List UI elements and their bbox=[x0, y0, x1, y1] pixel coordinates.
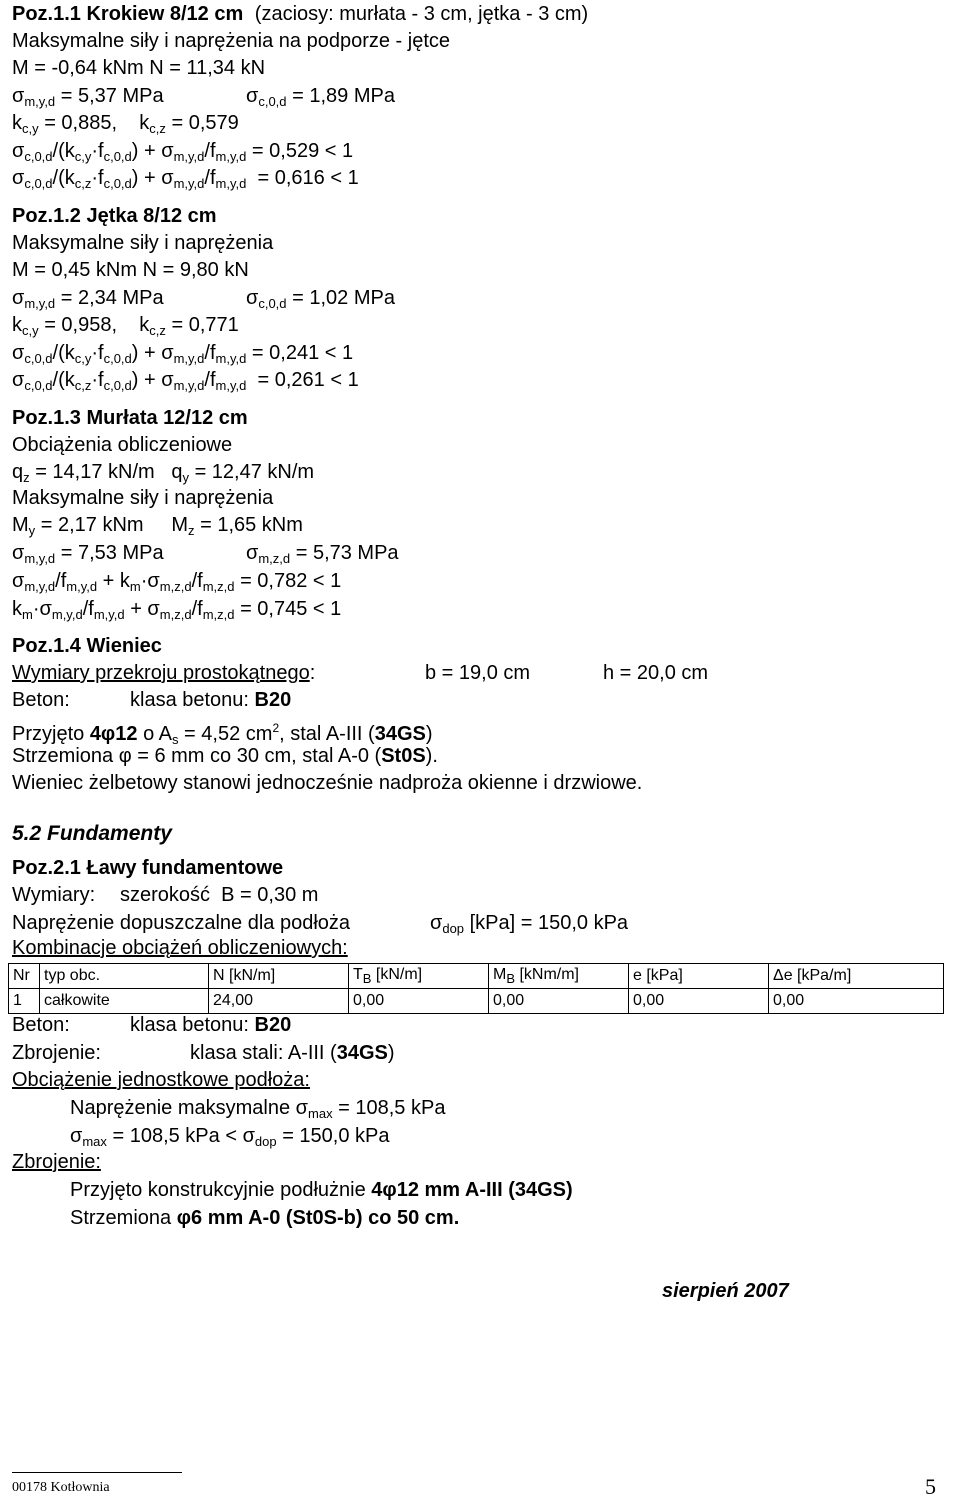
cell-de: 0,00 bbox=[769, 989, 944, 1014]
poz11-kcy: = 0,885, bbox=[44, 112, 118, 134]
poz21-reinf-line2-bold: φ6 mm A-0 (St0S-b) co 50 cm. bbox=[176, 1207, 460, 1229]
table-row bbox=[9, 989, 944, 1014]
poz21-reinf-line2-text: Strzemiona bbox=[70, 1207, 172, 1229]
table-header-row bbox=[9, 964, 944, 989]
poz21-allowable: Naprężenie dopuszczalne dla podłoża $\sigma_{dop}$ [kPa] = 150,0 kPa bbox=[12, 912, 629, 936]
poz14-b: b = 19,0 cm bbox=[425, 662, 531, 684]
combinations-table bbox=[8, 963, 944, 1014]
poz13-loads-heading: Obciążenia obliczeniowe bbox=[12, 434, 233, 456]
poz21-reinf-line1-text: Przyjęto konstrukcyjnie podłużnie bbox=[70, 1179, 366, 1201]
poz14-reinf-as: = 4,52 cm bbox=[184, 723, 273, 745]
footer-document-name: 00178 Kotłownia bbox=[12, 1480, 110, 1495]
poz21-width-label: szerokość bbox=[120, 884, 211, 906]
poz21-concrete-label: Beton: bbox=[12, 1014, 70, 1036]
poz11-check2-value: = 0,616 < 1 bbox=[257, 167, 359, 189]
poz14-note: Wieniec żelbetowy stanowi jednocześnie nadproża okienne i drzwiowe. bbox=[12, 772, 643, 794]
poz11-sigma-m: = 5,37 MPa bbox=[60, 85, 164, 107]
poz21-combos-heading: Kombinacje obciążeń obliczeniowych: bbox=[12, 937, 348, 959]
section-5-2-title: 5.2 Fundamenty bbox=[12, 822, 172, 845]
col-header-t-sym: T bbox=[353, 966, 363, 983]
poz11-check1: $\sigma_{c,0,d}/(k_{c,y}\cdot f_{c,0,d}) + \sigma_{m,y,d}/f_{m,y,d} = 0,529 < 1$ bbox=[12, 140, 354, 164]
col-header-m-sym: M bbox=[493, 966, 507, 983]
poz21-width-val: B = 0,30 m bbox=[221, 884, 319, 906]
poz13-mz: = 1,65 kNm bbox=[200, 514, 303, 536]
poz21-concrete bbox=[12, 1013, 292, 1037]
poz11-kcz: = 0,579 bbox=[171, 112, 239, 134]
poz21-reinf-heading: Zbrojenie: bbox=[12, 1151, 101, 1173]
poz21-reinf-line1 bbox=[70, 1178, 573, 1202]
poz21-dims-label: Wymiary: bbox=[12, 884, 96, 906]
col-header-m: $M_B$ [kNm/m] bbox=[489, 964, 629, 989]
poz21-reinf-line1-bold: 4φ12 mm A-III (34GS) bbox=[371, 1179, 573, 1201]
poz11-title: Poz.1.1 Krokiew 8/12 cm bbox=[12, 3, 244, 25]
poz12-check2: $\sigma_{c,0,d}/(k_{c,z}\cdot f_{c,0,d}) + \sigma_{m,y,d}/f_{m,y,d} = 0,261 < 1$ bbox=[12, 369, 359, 393]
poz21-concrete-class-label: klasa betonu: bbox=[130, 1014, 249, 1036]
poz11-k-factors: $k_{c,y} = 0,885$, $k_{c,z} = 0,579$ bbox=[12, 112, 239, 136]
poz14-reinf-mid: o A bbox=[143, 723, 172, 745]
cell-m: 0,00 bbox=[489, 989, 629, 1014]
poz12-check1-value: = 0,241 < 1 bbox=[251, 342, 354, 364]
poz21-max-stress: Naprężenie maksymalne $\sigma_{max} = 108,5$ kPa bbox=[70, 1097, 446, 1121]
poz13-check1-value: = 0,782 < 1 bbox=[240, 570, 342, 592]
cell-nr: 1 bbox=[9, 989, 40, 1014]
poz13-my: = 2,17 kNm bbox=[40, 514, 144, 536]
poz11-check1-value: = 0,529 < 1 bbox=[251, 140, 354, 162]
poz14-dims: Wymiary przekroju prostokątnego: b = 19,0 cm h = 20,0 cm bbox=[12, 662, 709, 684]
poz21-allow-label: Naprężenie dopuszczalne dla podłoża bbox=[12, 912, 351, 934]
poz21-dims bbox=[12, 883, 319, 907]
poz14-reinf-post: , stal A-III ( bbox=[279, 723, 375, 745]
col-header-type: typ obc. bbox=[40, 964, 209, 989]
poz12-stresses: $\sigma_{m,y,d} = 2,34$ MPa $\sigma_{c,0,d} = 1,02$ MPa bbox=[12, 287, 395, 311]
poz14-concrete-class: B20 bbox=[254, 689, 292, 711]
poz14-stirrups: Strzemiona φ = 6 mm co 30 cm, stal A-0 (St0S). bbox=[12, 745, 438, 767]
poz21-max-stress-label: Naprężenie maksymalne bbox=[70, 1097, 291, 1119]
poz11-subtitle: Maksymalne siły i naprężenia na podporze - jętce bbox=[12, 30, 450, 52]
poz13-title: Poz.1.3 Murłata 12/12 cm bbox=[12, 407, 248, 429]
poz12-sigma-m: = 2,34 MPa bbox=[60, 287, 164, 309]
footer-divider bbox=[12, 1472, 182, 1473]
poz13-qz: = 14,17 kN/m bbox=[35, 461, 155, 483]
cell-e: 0,00 bbox=[629, 989, 769, 1014]
cell-type: całkowite bbox=[40, 989, 209, 1014]
col-header-e: e [kPa] bbox=[629, 964, 769, 989]
poz13-subtitle: Maksymalne siły i naprężenia bbox=[12, 487, 274, 509]
poz13-check1: $\sigma_{m,y,d}/f_{m,y,d} + k_m\cdot\sigma_{m,z,d}/f_{m,z,d} = 0,782 < 1$ bbox=[12, 570, 342, 594]
poz12-kcy: = 0,958, bbox=[44, 314, 118, 336]
poz14-dims-label: Wymiary przekroju prostokątnego bbox=[12, 662, 310, 684]
poz12-subtitle: Maksymalne siły i naprężenia bbox=[12, 232, 274, 254]
poz14-stirrups-text: Strzemiona φ = 6 mm co 30 cm, stal A-0 ( bbox=[12, 745, 382, 767]
poz11-title-line bbox=[12, 2, 588, 26]
poz14-reinf-bars: 4φ12 bbox=[89, 723, 138, 745]
poz11-title-note: (zaciosy: murłata - 3 cm, jętka - 3 cm) bbox=[254, 3, 589, 25]
poz21-reinf-line2 bbox=[70, 1206, 459, 1230]
poz14-stirrups-steel: St0S bbox=[381, 745, 426, 767]
poz11-stresses: $\sigma_{m,y,d} = 5,37$ MPa $\sigma_{c,0,d} = 1,89$ MPa bbox=[12, 85, 395, 109]
col-header-nr: Nr bbox=[9, 964, 40, 989]
poz14-title: Poz.1.4 Wieniec bbox=[12, 635, 162, 657]
poz13-loads: $q_z = 14,17$ kN/m $q_y = 12,47$ kN/m bbox=[12, 461, 315, 485]
poz12-sigma-c: = 1,02 MPa bbox=[292, 287, 395, 309]
poz14-reinforcement: Przyjęto 4φ12 o $A_s = 4,52$ $cm^2$, stal A-III (34GS) bbox=[12, 721, 433, 747]
poz21-compare-left: = 108,5 kPa < bbox=[112, 1125, 238, 1147]
poz21-reinf: Zbrojenie: klasa stali: A-III (34GS) bbox=[12, 1042, 395, 1064]
poz13-moments: $M_y = 2,17$ kNm $M_z = 1,65$ kNm bbox=[12, 514, 303, 538]
col-header-m-unit: [kNm/m] bbox=[519, 966, 579, 983]
poz21-title: Poz.2.1 Ławy fundamentowe bbox=[12, 857, 284, 879]
poz21-compare: $\sigma_{max} = 108,5$ kPa < $\sigma_{dop} = 150,0$ kPa bbox=[70, 1125, 390, 1149]
poz14-concrete-class-label: klasa betonu: bbox=[130, 689, 249, 711]
poz13-qy: = 12,47 kN/m bbox=[194, 461, 315, 483]
poz12-k-factors: $k_{c,y} = 0,958$, $k_{c,z} = 0,771$ bbox=[12, 314, 239, 338]
poz21-concrete-class: B20 bbox=[254, 1014, 292, 1036]
col-header-de: Δe [kPa/m] bbox=[769, 964, 944, 989]
poz21-reinf-steel: 34GS bbox=[336, 1042, 388, 1064]
poz12-title: Poz.1.2 Jętka 8/12 cm bbox=[12, 205, 217, 227]
poz11-check2: $\sigma_{c,0,d}/(k_{c,z}\cdot f_{c,0,d}) + \sigma_{m,y,d}/f_{m,y,d} = 0,616 < 1$ bbox=[12, 167, 359, 191]
page-number: 5 bbox=[925, 1474, 936, 1499]
poz14-h: h = 20,0 cm bbox=[603, 662, 709, 684]
poz11-sigma-c: = 1,89 MPa bbox=[292, 85, 395, 107]
poz13-sigma-my: = 7,53 MPa bbox=[60, 542, 164, 564]
poz14-concrete bbox=[12, 688, 292, 712]
poz13-check2-value: = 0,745 < 1 bbox=[240, 598, 342, 620]
poz21-allow-val: [kPa] = 150,0 kPa bbox=[469, 912, 629, 934]
poz14-concrete-label: Beton: bbox=[12, 689, 70, 711]
poz11-forces: M = -0,64 kNm N = 11,34 kN bbox=[12, 57, 266, 79]
document-date: sierpień 2007 bbox=[662, 1280, 789, 1302]
poz21-reinf-label: Zbrojenie: bbox=[12, 1042, 101, 1064]
cell-t: 0,00 bbox=[349, 989, 489, 1014]
col-header-t-unit: [kN/m] bbox=[375, 966, 423, 983]
poz21-reinf-class-label: klasa stali: A-III ( bbox=[190, 1042, 337, 1064]
poz13-stresses: $\sigma_{m,y,d} = 7,53$ MPa $\sigma_{m,z,d} = 5,73$ MPa bbox=[12, 542, 399, 566]
poz13-sigma-mz: = 5,73 MPa bbox=[295, 542, 399, 564]
poz21-unit-load-heading: Obciążenie jednostkowe podłoża: bbox=[12, 1069, 310, 1091]
poz13-check2: $k_m\cdot\sigma_{m,y,d}/f_{m,y,d} + \sigma_{m,z,d}/f_{m,z,d} = 0,745 < 1$ bbox=[12, 598, 342, 622]
col-header-n: N [kN/m] bbox=[209, 964, 349, 989]
poz21-max-stress-val: = 108,5 kPa bbox=[338, 1097, 446, 1119]
poz14-reinf-pre: Przyjęto bbox=[12, 723, 85, 745]
cell-n: 24,00 bbox=[209, 989, 349, 1014]
poz12-forces: M = 0,45 kNm N = 9,80 kN bbox=[12, 259, 249, 281]
poz12-check2-value: = 0,261 < 1 bbox=[257, 369, 359, 391]
poz21-compare-right: = 150,0 kPa bbox=[282, 1125, 390, 1147]
poz12-kcz: = 0,771 bbox=[171, 314, 239, 336]
col-header-t: $T_B$ [kN/m] bbox=[349, 964, 489, 989]
poz12-check1: $\sigma_{c,0,d}/(k_{c,y}\cdot f_{c,0,d}) + \sigma_{m,y,d}/f_{m,y,d} = 0,241 < 1$ bbox=[12, 342, 354, 366]
poz14-reinf-steel: 34GS bbox=[374, 723, 426, 745]
